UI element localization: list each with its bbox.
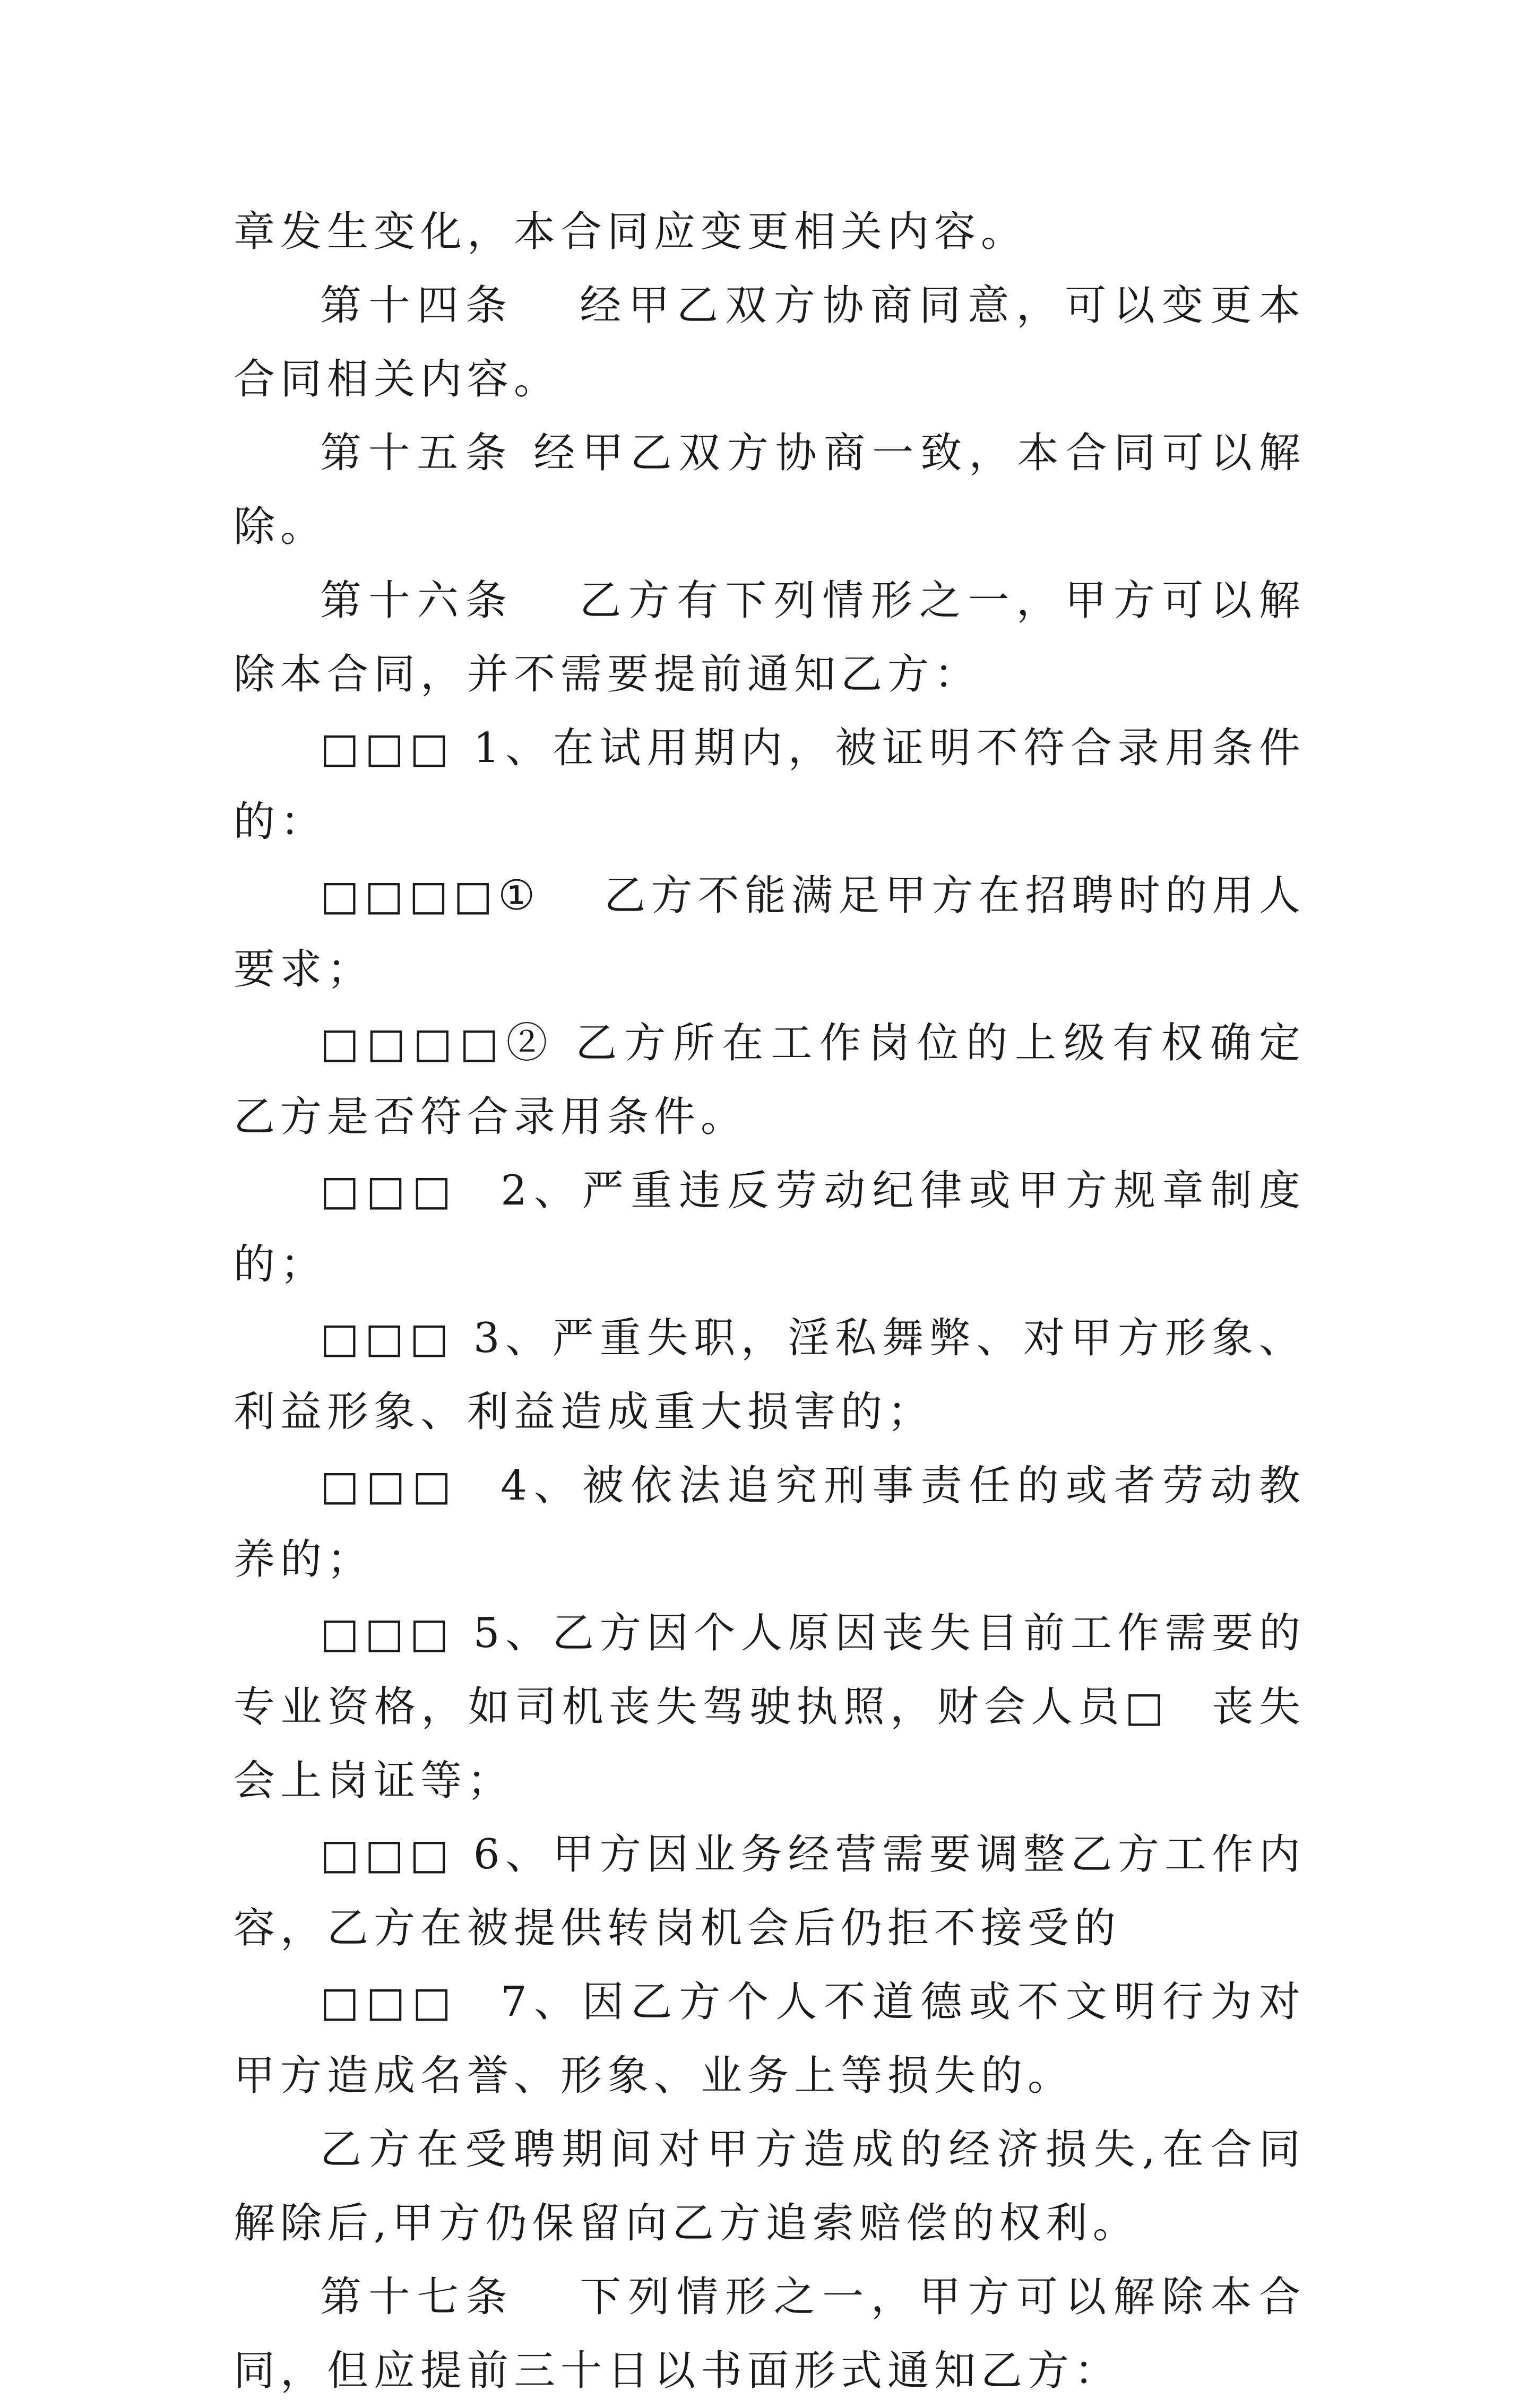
list-item-6 [234, 1818, 1306, 1965]
list-item-1 [234, 712, 1306, 859]
compensation-clause [234, 2113, 1306, 2260]
paragraph-text: 4、被依法追究刑事责任的或者劳动教养的； [234, 1462, 1306, 1583]
paragraph-text: 乙方在受聘期间对甲方造成的经济损失,在合同解除后,甲方仍保留向乙方追索赔偿的权利。 [234, 2126, 1306, 2247]
paragraph-text: 7、因乙方个人不道德或不文明行为对甲方造成名誉、形象、业务上等损失的。 [234, 1978, 1306, 2100]
list-item-5 [234, 1597, 1306, 1818]
article-number: 第十四条 [320, 282, 514, 330]
item-marker: □□□□① [320, 872, 541, 920]
article-14 [234, 269, 1306, 417]
list-subitem-2 [234, 1007, 1306, 1154]
list-item-2 [234, 1154, 1306, 1302]
paragraph-text: 乙方有下列情形之一，甲方可以解除本合同，并不需要提前通知乙方： [234, 577, 1306, 698]
paragraph-text: 下列情形之一，甲方可以解除本合同，但应提前三十日以书面形式通知乙方： [234, 2273, 1306, 2395]
article-17 [234, 2260, 1306, 2408]
paragraph-continuation [234, 195, 1306, 269]
list-item-7 [234, 1965, 1306, 2113]
article-16 [234, 564, 1306, 712]
paragraph-text: 第十五条 经甲乙双方协商一致，本合同可以解除。 [234, 429, 1306, 551]
paragraph-text: 章发生变化，本合同应变更相关内容。 [234, 208, 1028, 256]
paragraph-text: 2、严重违反劳动纪律或甲方规章制度的； [234, 1167, 1306, 1288]
paragraph-text: □□□ 5、乙方因个人原因丧失目前工作需要的专业资格，如司机丧失驾驶执照，财会人员□ [234, 1609, 1306, 1731]
article-number: 第十六条 [320, 577, 514, 625]
list-item-3 [234, 1302, 1306, 1449]
list-item-4 [234, 1449, 1306, 1597]
item-marker: □□□ [320, 1167, 459, 1215]
paragraph-text: □□□ 6、甲方因业务经营需要调整乙方工作内容，乙方在被提供转岗机会后仍拒不接受的 [234, 1831, 1306, 1952]
article-number: 第十七条 [320, 2273, 514, 2321]
paragraph-text: 乙方不能满足甲方在招聘时的用人要求； [234, 872, 1306, 993]
paragraph-text: 经甲乙双方协商同意，可以变更本合同相关内容。 [234, 282, 1306, 403]
list-subitem-1 [234, 859, 1306, 1007]
item-marker: □□□ [320, 1462, 459, 1510]
item-marker: □□□ [320, 1978, 459, 2026]
paragraph-text: □□□ 1、在试用期内，被证明不符合录用条件的： [234, 724, 1306, 846]
paragraph-text-end: 丧失会上岗证等； [234, 1683, 1306, 1805]
paragraph-text: □□□ 3、严重失职，淫私舞弊、对甲方形象、利益形象、利益造成重大损害的； [234, 1314, 1306, 1436]
article-15 [234, 417, 1306, 564]
contract-body [234, 195, 1306, 2408]
paragraph-text: □□□□② 乙方所在工作岗位的上级有权确定乙方是否符合录用条件。 [234, 1019, 1306, 1141]
